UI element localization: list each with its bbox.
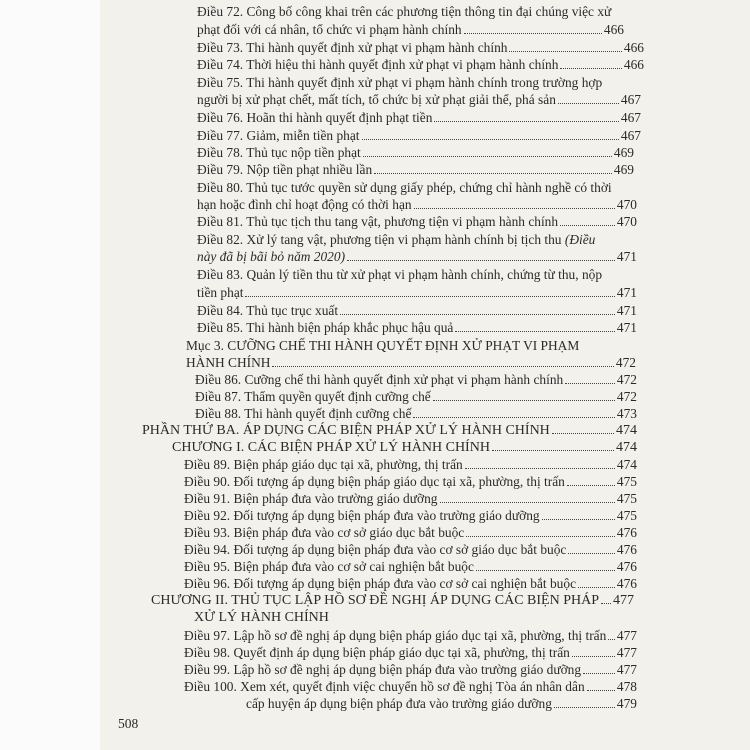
toc-entry-title: Điều 93. Biện pháp đưa vào cơ sở giáo dục bắt buộc: [184, 525, 465, 540]
toc-page-number: 466: [603, 22, 624, 37]
toc-entry-title: Điều 88. Thi hành quyết định cưỡng chế: [195, 406, 412, 421]
toc-page-number: 476: [616, 559, 637, 574]
toc-entry-continuation: tiền phạt: [197, 285, 244, 300]
toc-entry-note-continuation: này đã bị bãi bỏ năm 2020): [197, 249, 346, 264]
toc-page-number: 477: [616, 645, 637, 660]
toc-page-number: 477: [616, 628, 637, 643]
dot-leader: [558, 103, 619, 104]
toc-entry-72: [197, 4, 632, 20]
dot-leader: [476, 570, 615, 571]
toc-entry-89: [184, 457, 637, 473]
toc-page-number: 474: [616, 440, 637, 455]
toc-entry-100: [184, 679, 637, 695]
dot-leader: [340, 314, 615, 315]
dot-leader: [509, 51, 621, 52]
dot-leader: [567, 485, 615, 486]
toc-chapter-title: CHƯƠNG I. CÁC BIỆN PHÁP XỬ LÝ HÀNH CHÍNH: [172, 440, 490, 455]
toc-page-number: 476: [616, 576, 637, 591]
toc-entry-title: Điều 75. Thi hành quyết định xử phạt vi phạm hành chính trong trường hợp: [197, 75, 603, 90]
toc-entry-title: Điều 78. Thủ tục nộp tiền phạt: [197, 145, 361, 160]
toc-entry-title: Điều 72. Công bố công khai trên các phương tiện thông tin đại chúng việc xử: [197, 4, 612, 19]
toc-section-muc-3-cont: [186, 355, 636, 371]
toc-page-number: 477: [613, 593, 634, 608]
toc-page-number: 470: [616, 214, 637, 229]
dot-leader: [465, 468, 615, 469]
toc-page-number: 475: [616, 491, 637, 506]
toc-page-number: 471: [616, 285, 637, 300]
toc-entry-98: [184, 645, 637, 661]
toc-entry-77: [197, 128, 641, 144]
dot-leader: [587, 690, 615, 691]
dot-leader: [433, 400, 615, 401]
dot-leader: [440, 502, 615, 503]
toc-page-number: 469: [613, 145, 634, 160]
toc-section-continuation: HÀNH CHÍNH: [186, 355, 271, 370]
toc-entry-75-cont: [197, 92, 641, 108]
toc-page-number: 467: [620, 92, 641, 107]
dot-leader: [578, 587, 615, 588]
dot-leader: [374, 173, 612, 174]
toc-page-number: 471: [616, 249, 637, 264]
dot-leader: [601, 603, 611, 604]
toc-page-number: 473: [616, 406, 637, 421]
dot-leader: [363, 156, 612, 157]
toc-entry-title: Điều 90. Đối tượng áp dụng biện pháp giáo dục tại xã, phường, thị trấn: [184, 474, 565, 489]
toc-entry-73: [197, 40, 644, 56]
toc-entry-97: [184, 628, 637, 644]
dot-leader: [572, 656, 615, 657]
toc-entry-90: [184, 474, 637, 490]
toc-entry-95: [184, 559, 637, 575]
toc-section-title: Mục 3. CƯỠNG CHẾ THI HÀNH QUYẾT ĐỊNH XỬ PHẠT VI PHẠM: [186, 338, 580, 353]
toc-page-number: 476: [616, 525, 637, 540]
toc-entry-75: [197, 75, 637, 91]
toc-page-number: 472: [615, 355, 636, 370]
toc-chapter-2-cont: [194, 610, 494, 626]
toc-entry-title: Điều 87. Thẩm quyền quyết định cưỡng chế: [195, 389, 431, 404]
toc-section-muc-3: [186, 338, 616, 354]
toc-entry-title: Điều 91. Biện pháp đưa vào trường giáo dưỡng: [184, 491, 438, 506]
toc-entry-82-cont: [197, 249, 637, 265]
dot-leader: [413, 417, 615, 418]
toc-entry-continuation: hạn hoặc đình chỉ hoạt động có thời hạn: [197, 197, 412, 212]
dot-leader: [414, 208, 615, 209]
toc-page-number: 467: [620, 128, 641, 143]
dot-leader: [552, 433, 614, 434]
toc-page-number: 479: [616, 696, 637, 711]
toc-chapter-1: [172, 440, 637, 456]
dot-leader: [560, 68, 621, 69]
toc-page-number: 471: [616, 303, 637, 318]
toc-entry-title: Điều 79. Nộp tiền phạt nhiều lần: [197, 162, 373, 177]
toc-entry-72-cont: [197, 22, 624, 38]
page-number: 508: [118, 716, 139, 731]
toc-entry-title: Điều 96. Đối tượng áp dụng biện pháp đưa vào cơ sở cai nghiện bắt buộc: [184, 576, 577, 591]
toc-entry-continuation: người bị xử phạt chết, mất tích, tổ chức bị xử phạt giải thể, phá sản: [197, 92, 556, 107]
toc-entry-81: [197, 214, 637, 230]
toc-entry-100-cont: [246, 696, 637, 712]
toc-entry-86: [195, 372, 637, 388]
toc-entry-85: [197, 320, 637, 336]
toc-page-number: 475: [616, 474, 637, 489]
toc-entry-title: Điều 77. Giảm, miễn tiền phạt: [197, 128, 360, 143]
toc-entry-title: Điều 73. Thi hành quyết định xử phạt vi phạm hành chính: [197, 40, 508, 55]
toc-entry-99: [184, 662, 637, 678]
toc-entry-74: [197, 57, 644, 73]
dot-leader: [542, 519, 615, 520]
toc-page-number: 471: [616, 320, 637, 335]
dot-leader: [464, 33, 602, 34]
toc-entry-92: [184, 508, 637, 524]
toc-entry-title: Điều 100. Xem xét, quyết định việc chuyển hồ sơ đề nghị Tòa án nhân dân: [184, 679, 585, 694]
toc-entry-76: [197, 110, 641, 126]
dot-leader: [455, 331, 615, 332]
toc-page-number: 469: [613, 162, 634, 177]
toc-entry-83: [197, 267, 642, 283]
toc-page-number: 472: [616, 372, 637, 387]
dot-leader: [608, 639, 615, 640]
toc-entry-93: [184, 525, 637, 541]
dot-leader: [272, 366, 613, 367]
book-page: [100, 0, 750, 750]
toc-page-number: 474: [616, 457, 637, 472]
dot-leader: [347, 260, 615, 261]
toc-entry-82: [197, 232, 642, 248]
dot-leader: [245, 296, 614, 297]
dot-leader: [362, 139, 619, 140]
toc-page-number: 477: [616, 662, 637, 677]
toc-entry-94: [184, 542, 637, 558]
toc-entry-78: [197, 145, 634, 161]
toc-entry-91: [184, 491, 637, 507]
toc-entry-continuation: cấp huyện áp dụng biện pháp đưa vào trường giáo dưỡng: [246, 696, 552, 711]
toc-entry-title: Điều 98. Quyết định áp dụng biện pháp giáo dục tại xã, phường, thị trấn: [184, 645, 570, 660]
toc-page-number: 467: [620, 110, 641, 125]
toc-page-number: 466: [623, 57, 644, 72]
toc-entry-title: Điều 83. Quản lý tiền thu từ xử phạt vi phạm hành chính, chứng từ thu, nộp: [197, 267, 603, 282]
toc-page-number: 470: [616, 197, 637, 212]
toc-entry-title: Điều 99. Lập hồ sơ đề nghị áp dụng biện pháp đưa vào trường giáo dưỡng: [184, 662, 582, 677]
dot-leader: [565, 383, 615, 384]
toc-entry-title: Điều 81. Thủ tục tịch thu tang vật, phương tiện vi phạm hành chính: [197, 214, 559, 229]
toc-entry-87: [195, 389, 637, 405]
toc-page-number: 474: [616, 423, 637, 438]
toc-entry-80: [197, 180, 637, 196]
toc-entry-title: Điều 74. Thời hiệu thi hành quyết định xử phạt vi phạm hành chính: [197, 57, 559, 72]
toc-chapter-title: CHƯƠNG II. THỦ TỤC LẬP HỒ SƠ ĐỀ NGHỊ ÁP DỤNG CÁC BIỆN PHÁP: [151, 593, 599, 608]
toc-entry-title: Điều 92. Đối tượng áp dụng biện pháp đưa vào trường giáo dưỡng: [184, 508, 540, 523]
dot-leader: [434, 121, 618, 122]
dot-leader: [583, 673, 615, 674]
toc-page-number: 472: [616, 389, 637, 404]
dot-leader: [554, 707, 615, 708]
toc-entry-title: Điều 80. Thủ tục tước quyền sử dụng giấy phép, chứng chỉ hành nghề có thời: [197, 180, 612, 195]
scan-margin: [0, 0, 100, 750]
toc-entry-96: [184, 576, 637, 592]
toc-chapter-continuation: XỬ LÝ HÀNH CHÍNH: [194, 610, 329, 625]
dot-leader: [560, 225, 615, 226]
toc-page-number: 478: [616, 679, 637, 694]
toc-chapter-2: [151, 593, 634, 609]
toc-entry-title: Điều 94. Đối tượng áp dụng biện pháp đưa vào cơ sở giáo dục bắt buộc: [184, 542, 567, 557]
toc-entry-note: (Điều: [564, 232, 596, 247]
toc-entry-title: Điều 97. Lập hồ sơ đề nghị áp dụng biện pháp giáo dục tại xã, phường, thị trấn: [184, 628, 607, 643]
dot-leader: [466, 536, 615, 537]
toc-entry-title: Điều 76. Hoãn thi hành quyết định phạt tiền: [197, 110, 433, 125]
toc-entry-title: Điều 85. Thi hành biện pháp khắc phục hậu quả: [197, 320, 454, 335]
toc-entry-84: [197, 303, 637, 319]
toc-entry-title: Điều 89. Biện pháp giáo dục tại xã, phường, thị trấn: [184, 457, 463, 472]
dot-leader: [568, 553, 615, 554]
toc-entry-80-cont: [197, 197, 637, 213]
toc-entry-title: Điều 82. Xử lý tang vật, phương tiện vi phạm hành chính bị tịch thu: [197, 232, 562, 247]
toc-entry-83-cont: [197, 285, 637, 301]
toc-part-3: [142, 423, 637, 439]
toc-entry-title: Điều 84. Thủ tục trục xuất: [197, 303, 339, 318]
toc-entry-title: Điều 86. Cưỡng chế thi hành quyết định xử phạt vi phạm hành chính: [195, 372, 564, 387]
toc-page-number: 475: [616, 508, 637, 523]
toc-page-number: 476: [616, 542, 637, 557]
toc-part-title: PHẦN THỨ BA. ÁP DỤNG CÁC BIỆN PHÁP XỬ LÝ HÀNH CHÍNH: [142, 423, 550, 438]
toc-entry-title: Điều 95. Biện pháp đưa vào cơ sở cai nghiện bắt buộc: [184, 559, 474, 574]
toc-entry-79: [197, 162, 634, 178]
toc-entry-continuation: phạt đối với cá nhân, tổ chức vi phạm hành chính: [197, 22, 462, 37]
toc-page-number: 466: [623, 40, 644, 55]
toc-entry-88: [195, 406, 637, 422]
dot-leader: [492, 450, 614, 451]
